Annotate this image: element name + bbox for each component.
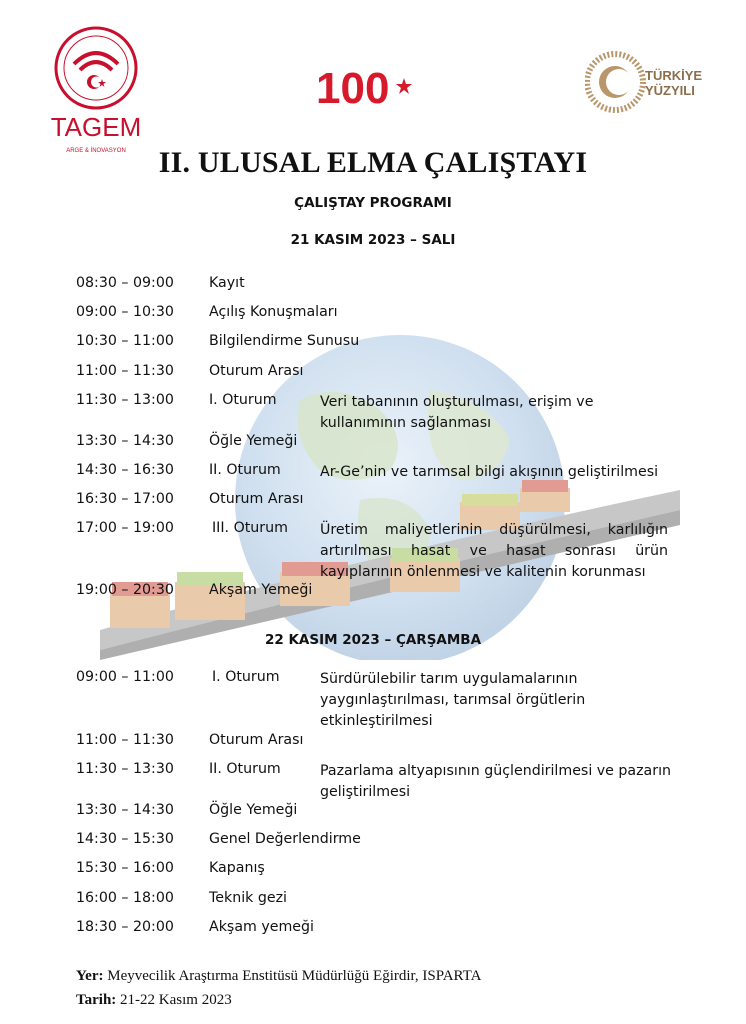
schedule-session: I. Oturum: [209, 392, 277, 408]
schedule-topic: Veri tabanının oluşturulması, erişim ve kullanımının sağlanması: [320, 394, 594, 431]
program-subtitle: ÇALIŞTAY PROGRAMI: [294, 195, 452, 211]
schedule-session: Oturum Arası: [209, 732, 304, 748]
schedule-row: [0, 860, 746, 880]
schedule-time: 17:00 – 19:00: [76, 520, 174, 536]
schedule-topic: Üretim maliyetlerinin düşürülmesi, karlılığın artırılması hasat ve hasat sonrası ürün kayıplarının önlenmesi ve kalitenin korunması: [320, 522, 668, 580]
schedule-time: 11:30 – 13:00: [76, 392, 174, 408]
schedule-topic: Pazarlama altyapısının güçlendirilmesi ve pazarın geliştirilmesi: [320, 763, 672, 800]
schedule-session: Kayıt: [209, 275, 245, 291]
schedule-session: I. Oturum: [212, 669, 280, 685]
schedule-row: [0, 433, 746, 453]
schedule-session: Akşam yemeği: [209, 919, 314, 935]
schedule-session: II. Oturum: [209, 462, 281, 478]
schedule-row: [0, 491, 746, 511]
schedule-time: 10:30 – 11:00: [76, 333, 174, 349]
schedule-topic: Sürdürülebilir tarım uygulamalarının yaygınlaştırılması, tarımsal örgütlerin etkinleştirilmesi: [320, 671, 586, 729]
schedule-topic: Ar-Ge’nin ve tarımsal bilgi akışının geliştirilmesi: [320, 464, 659, 480]
venue-line: [76, 968, 481, 985]
turkiye-yuzyili-logo: [585, 50, 710, 114]
tagem-logo-subtext: ARGE & İNOVASYON: [66, 148, 126, 154]
schedule-time: 16:00 – 18:00: [76, 890, 174, 906]
schedule-row: [0, 304, 746, 324]
turkiye-logo-line1: TÜRKİYE: [645, 68, 703, 83]
centenary-logo-text: 100: [316, 64, 390, 112]
schedule-row: [0, 669, 746, 729]
schedule-time: 11:30 – 13:30: [76, 761, 174, 777]
day1-heading: 21 KASIM 2023 – SALI: [290, 232, 456, 248]
venue-label: Yer:: [76, 968, 104, 984]
schedule-row: [0, 761, 746, 800]
schedule-time: 19:00 – 20:30: [76, 582, 174, 598]
schedule-time: 11:00 – 11:30: [76, 732, 174, 748]
schedule-session: II. Oturum: [209, 761, 281, 777]
schedule-row: [0, 392, 746, 431]
schedule-session: Genel Değerlendirme: [209, 831, 361, 847]
tagem-logo-text: TAGEM: [50, 112, 142, 142]
schedule-row: [0, 582, 746, 602]
schedule-session: Bilgilendirme Sunusu: [209, 333, 360, 349]
schedule-session: Kapanış: [209, 860, 265, 876]
schedule-row: [0, 919, 746, 939]
day2-heading: 22 KASIM 2023 – ÇARŞAMBA: [264, 632, 482, 648]
schedule-time: 11:00 – 11:30: [76, 363, 174, 379]
date-line: [76, 992, 232, 1009]
schedule-time: 09:00 – 10:30: [76, 304, 174, 320]
schedule-time: 13:30 – 14:30: [76, 802, 174, 818]
centenary-100-logo: [316, 60, 416, 112]
date-label: Tarih:: [76, 992, 117, 1008]
schedule-row: [0, 802, 746, 822]
schedule-time: 14:30 – 16:30: [76, 462, 174, 478]
schedule-time: 09:00 – 11:00: [76, 669, 174, 685]
schedule-time: 13:30 – 14:30: [76, 433, 174, 449]
schedule-session: Akşam Yemeği: [209, 582, 313, 598]
schedule-session: Oturum Arası: [209, 363, 304, 379]
schedule-session: Öğle Yemeği: [209, 433, 298, 449]
turkiye-logo-line2: YÜZYILI: [645, 83, 695, 98]
schedule-session: Teknik gezi: [209, 890, 287, 906]
schedule-time: 15:30 – 16:00: [76, 860, 174, 876]
schedule-session: Oturum Arası: [209, 491, 304, 507]
schedule-row: [0, 831, 746, 851]
schedule-row: [0, 732, 746, 752]
schedule-time: 14:30 – 15:30: [76, 831, 174, 847]
schedule-time: 08:30 – 09:00: [76, 275, 174, 291]
schedule-row: [0, 520, 746, 580]
schedule-row: [0, 363, 746, 383]
schedule-row: [0, 333, 746, 353]
schedule-session: III. Oturum: [212, 520, 288, 536]
schedule-row: [0, 462, 746, 482]
date-value: 21-22 Kasım 2023: [120, 992, 232, 1008]
schedule-session: Öğle Yemeği: [209, 802, 298, 818]
tagem-logo: [50, 24, 142, 159]
page-title: II. ULUSAL ELMA ÇALIŞTAYI: [158, 146, 588, 179]
venue-value: Meyvecilik Araştırma Enstitüsü Müdürlüğü Eğirdir, ISPARTA: [107, 968, 482, 984]
schedule-time: 18:30 – 20:00: [76, 919, 174, 935]
schedule-row: [0, 890, 746, 910]
schedule-session: Açılış Konuşmaları: [209, 304, 338, 320]
schedule-row: [0, 275, 746, 295]
schedule-time: 16:30 – 17:00: [76, 491, 174, 507]
